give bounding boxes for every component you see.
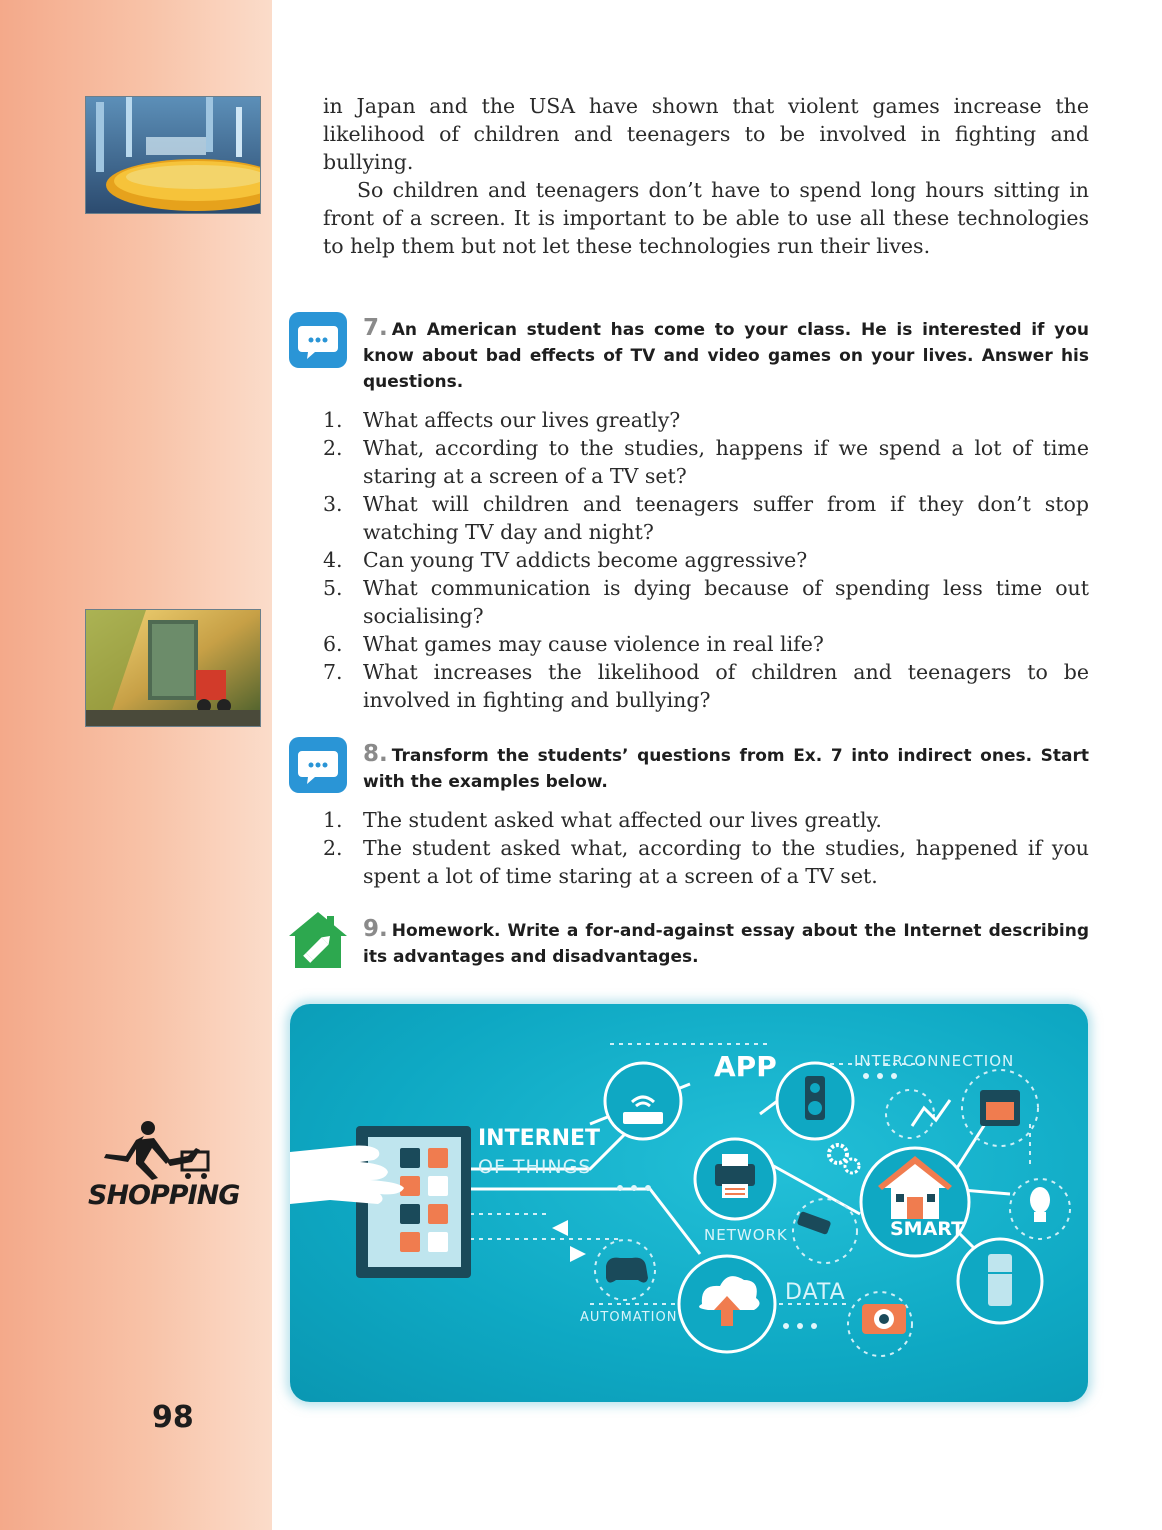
label-network: NETWORK <box>704 1226 788 1244</box>
speech-bubble-icon <box>289 312 347 370</box>
factory-conveyor-image <box>85 96 261 214</box>
exercise-8-instruction: Transform the students’ questions from Ex. 7 into indirect ones. Start with the examples below. <box>363 746 1089 792</box>
list-item: 1. What affects our lives greatly? <box>323 408 681 432</box>
list-item: 4. Can young TV addicts become aggressive? <box>323 548 808 572</box>
exercise-7-instruction: An American student has come to your class. He is interested if you know about bad effects of TV and video games on your lives. Answer his questions. <box>363 320 1089 392</box>
exercise-7-questions <box>323 406 1089 714</box>
exercise-9-instruction: Homework. Write a for-and-against essay about the Internet describing its advantages and disadvantages. <box>363 921 1089 967</box>
house-pencil-icon <box>289 910 347 968</box>
paragraph-2: So children and teenagers don’t have to spend long hours sitting in front of a screen. It is important to be able to use all these technologies to help them but not let these technologies run their lives. <box>323 178 1089 258</box>
shopping-logo-text: SHOPPING <box>88 1180 240 1211</box>
label-data: DATA <box>785 1280 846 1305</box>
label-internet: INTERNET <box>478 1126 601 1151</box>
list-item: 6. What games may cause violence in real life? <box>323 632 824 656</box>
list-item: 2. The student asked what, according to the studies, happened if you spent a lot of time staring at a screen of a TV set. <box>323 836 1089 888</box>
exercise-8-examples <box>323 806 1089 890</box>
exercise-7-number: 7. <box>363 315 388 341</box>
list-item: 2. What, according to the studies, happens if we spend a lot of time staring at a screen of a TV set? <box>323 436 1089 488</box>
label-of-things: OF THINGS <box>478 1156 592 1178</box>
list-item: 3. What will children and teenagers suffer from if they don’t stop watching TV day and night? <box>323 492 1089 544</box>
label-app: APP <box>714 1050 777 1083</box>
list-item: 5. What communication is dying because of spending less time out socialising? <box>323 576 1089 628</box>
exercise-7-heading <box>363 315 1089 395</box>
label-automation: AUTOMATION <box>580 1310 678 1325</box>
sidebar <box>0 0 272 1530</box>
list-item: 7. What increases the likelihood of children and teenagers to be involved in fighting and bullying? <box>323 660 1089 712</box>
page-number: 98 <box>152 1400 194 1435</box>
label-interconnection: INTERCONNECTION <box>854 1052 1015 1070</box>
exercise-9-heading <box>363 916 1089 970</box>
exercise-9-number: 9. <box>363 916 388 942</box>
internet-of-things-infographic <box>290 1004 1088 1402</box>
exercise-8-heading <box>363 741 1089 795</box>
greenhouse-forklift-image <box>85 609 261 727</box>
exercise-8-number: 8. <box>363 741 388 767</box>
list-item: 1. The student asked what affected our lives greatly. <box>323 808 882 832</box>
paragraph-1: in Japan and the USA have shown that violent games increase the likelihood of children and teenagers to be involved in fighting and bullying. <box>323 94 1089 174</box>
label-smart: SMART <box>890 1218 965 1240</box>
speech-bubble-icon <box>289 737 347 795</box>
